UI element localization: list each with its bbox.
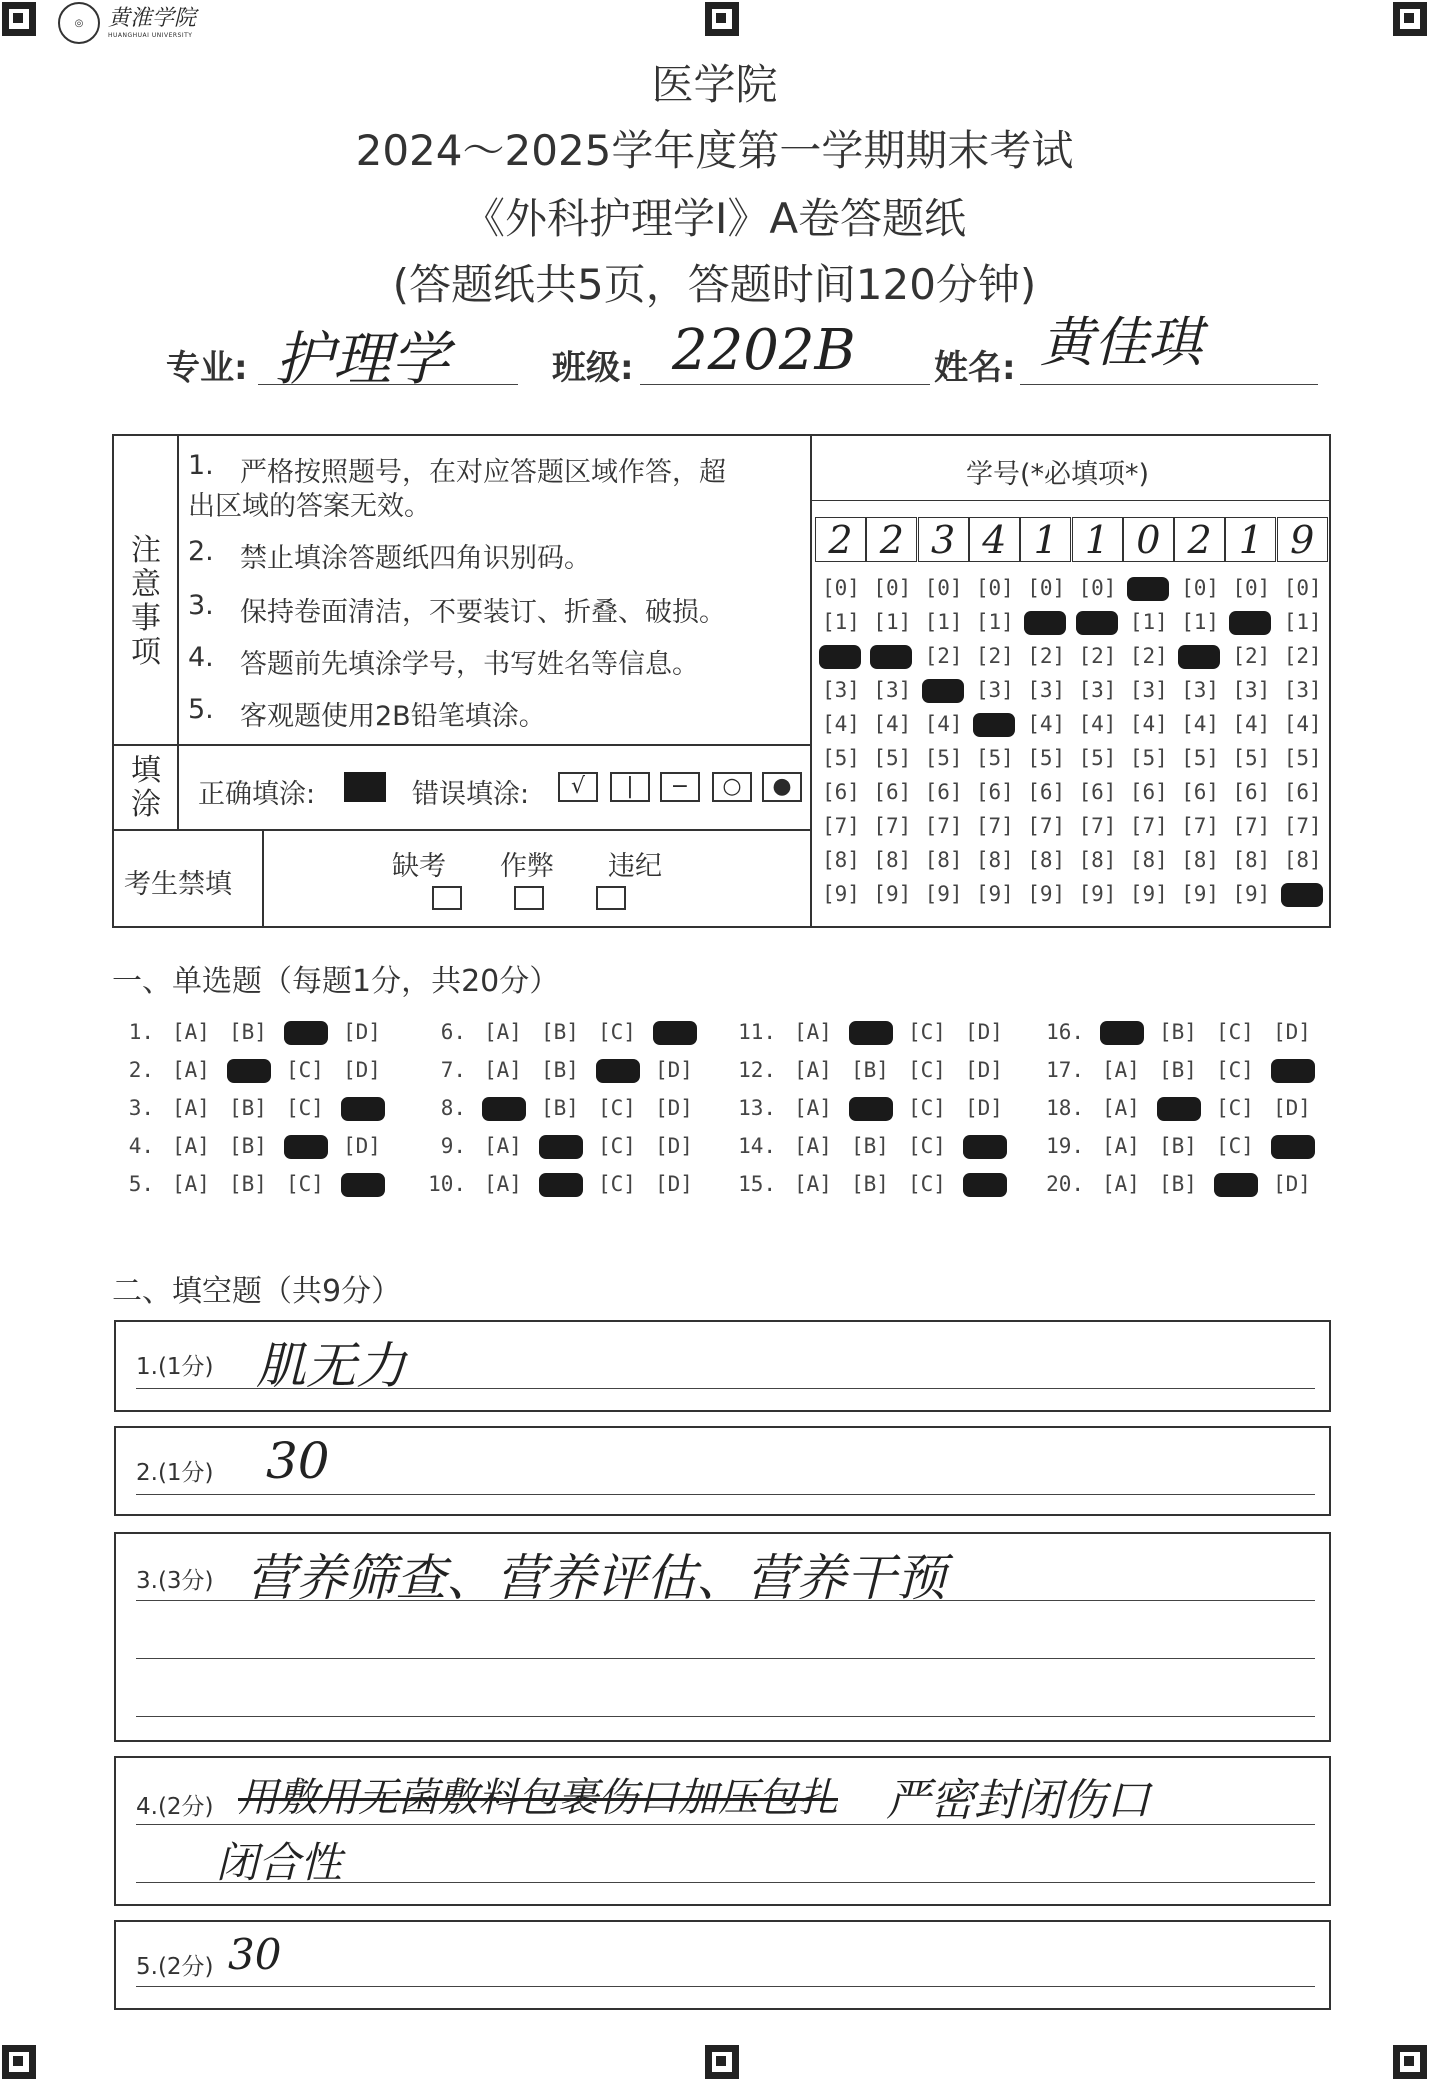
student-id-title: 学号(*必填项*) [966, 459, 1150, 490]
answer-bubble[interactable]: [A] [484, 1020, 522, 1044]
question-number: 19. [1046, 1134, 1084, 1158]
answer-bubble-filled [963, 1173, 1007, 1197]
student-id-bubble[interactable]: [3] [1283, 678, 1322, 702]
student-id-bubble[interactable]: [1] [1283, 610, 1322, 634]
student-id-bubble[interactable]: [0] [1078, 576, 1117, 600]
student-id-bubble[interactable]: [6] [975, 780, 1014, 804]
violation-checkbox [596, 886, 626, 910]
cheat-label: 作弊 [500, 851, 554, 882]
answer-bubble[interactable]: [C] [598, 1134, 636, 1158]
student-id-digit-cell: 1 [1225, 517, 1276, 562]
blank-5-line [136, 1986, 1315, 1987]
question-number: 12. [738, 1058, 776, 1082]
student-id-bubble[interactable]: [8] [975, 848, 1014, 872]
answer-bubble[interactable]: [D] [655, 1058, 693, 1082]
student-id-bubble[interactable]: [5] [1283, 746, 1322, 770]
answer-bubble[interactable]: [D] [1273, 1172, 1311, 1196]
student-id-bubble[interactable]: [6] [1129, 780, 1168, 804]
blank-4-label: 4.(2分) [136, 1794, 214, 1820]
notice-title: 注 意 事 项 [131, 533, 161, 670]
student-id-bubble[interactable]: [7] [873, 814, 912, 838]
student-id-bubble[interactable]: [8] [1283, 848, 1322, 872]
question-number: 10. [428, 1172, 466, 1196]
student-id-bubble[interactable]: [2] [1283, 644, 1322, 668]
student-id-bubble[interactable]: [0] [975, 576, 1014, 600]
student-id-bubble[interactable]: [6] [822, 780, 860, 804]
student-id-bubble[interactable]: [4] [873, 712, 912, 736]
corner-marker-top-center [705, 2, 739, 36]
student-id-bubble[interactable]: [9] [1078, 882, 1117, 906]
student-id-bubble[interactable]: [0] [1232, 576, 1271, 600]
student-id-bubble[interactable]: [2] [924, 644, 963, 668]
student-id-bubble[interactable]: [4] [1078, 712, 1117, 736]
student-id-bubble-filled [1024, 611, 1066, 635]
class-label: 班级: [552, 348, 634, 388]
answer-bubble[interactable]: [C] [1216, 1134, 1254, 1158]
student-id-bubble[interactable]: [2] [1078, 644, 1117, 668]
answer-bubble[interactable]: [A] [794, 1134, 832, 1158]
notice-item-3-text: 保持卷面清洁，不要装订、折叠、破损。 [240, 597, 726, 628]
student-id-digit-cell: 3 [918, 517, 969, 562]
blank-3-line-1 [136, 1600, 1315, 1601]
fill-bottom-line [112, 829, 810, 831]
answer-bubble[interactable]: [B] [851, 1172, 889, 1196]
question-number: 11. [738, 1020, 776, 1044]
student-id-bubble[interactable]: [1] [1181, 610, 1220, 634]
answer-bubble[interactable]: [B] [229, 1134, 267, 1158]
major-underline [258, 384, 518, 385]
wrong-fill-circle: ○ [712, 772, 752, 802]
student-id-bubble[interactable]: [5] [1027, 746, 1066, 770]
answer-bubble-filled [1157, 1097, 1201, 1121]
exam-note: (答题纸共5页，答题时间120分钟) [392, 260, 1037, 309]
student-id-bubble[interactable]: [8] [1181, 848, 1220, 872]
answer-bubble[interactable]: [B] [1159, 1134, 1197, 1158]
blank-2-line [136, 1494, 1315, 1495]
student-id-bubble-filled [922, 679, 964, 703]
blank-4-line-2 [136, 1882, 1315, 1883]
student-id-bubble[interactable]: [3] [873, 678, 912, 702]
university-seal-icon: ◎ [58, 2, 100, 44]
notice-bottom-line [112, 744, 810, 746]
student-id-bubble[interactable]: [3] [1232, 678, 1271, 702]
student-id-bubble-filled [1127, 577, 1169, 601]
notice-item-4-num: 4. [188, 642, 214, 673]
answer-bubble[interactable]: [B] [1159, 1172, 1197, 1196]
question-number: 15. [738, 1172, 776, 1196]
student-id-bubble[interactable]: [7] [1078, 814, 1117, 838]
corner-marker-top-right [1393, 2, 1427, 36]
name-value: 黄佳琪 [1040, 311, 1202, 374]
student-id-bubble[interactable]: [3] [1129, 678, 1168, 702]
student-id-digit-cell: 1 [1020, 517, 1071, 562]
answer-bubble[interactable]: [D] [965, 1096, 1003, 1120]
student-id-bubble[interactable]: [7] [1129, 814, 1168, 838]
question-number: 20. [1046, 1172, 1084, 1196]
answer-bubble[interactable]: [B] [229, 1096, 267, 1120]
answer-bubble-filled [1214, 1173, 1258, 1197]
answer-bubble[interactable]: [C] [1216, 1058, 1254, 1082]
student-id-bubble[interactable]: [9] [873, 882, 912, 906]
answer-bubble-filled [227, 1059, 271, 1083]
wrong-fill-dash: − [660, 772, 700, 802]
blank-1-answer: 肌无力 [256, 1337, 406, 1395]
answer-bubble[interactable]: [C] [1216, 1096, 1254, 1120]
student-id-bubble[interactable]: [3] [1027, 678, 1066, 702]
answer-bubble[interactable]: [A] [484, 1134, 522, 1158]
blank-4-line-1 [136, 1824, 1315, 1825]
question-number: 14. [738, 1134, 776, 1158]
student-id-bubble[interactable]: [4] [1027, 712, 1066, 736]
student-id-bubble[interactable]: [9] [924, 882, 963, 906]
student-id-digit-cell: 2 [1174, 517, 1225, 562]
notice-item-5-text: 客观题使用2B铅笔填涂。 [240, 701, 546, 732]
answer-bubble[interactable]: [B] [1159, 1058, 1197, 1082]
answer-bubble[interactable]: [B] [541, 1058, 579, 1082]
answer-bubble[interactable]: [D] [343, 1134, 381, 1158]
university-logo [58, 2, 196, 44]
student-id-bubble[interactable]: [5] [924, 746, 963, 770]
answer-bubble-filled [596, 1059, 640, 1083]
answer-bubble[interactable]: [A] [484, 1172, 522, 1196]
student-id-bubble-filled [870, 645, 912, 669]
student-id-bubble[interactable]: [8] [1232, 848, 1271, 872]
student-id-title-line [812, 500, 1329, 501]
corner-marker-bottom-left [2, 2045, 36, 2079]
answer-bubble-filled [653, 1021, 697, 1045]
forbidden-title: 考生禁填 [124, 869, 232, 900]
student-id-digit-cell: 4 [969, 517, 1020, 562]
notice-item-4-text: 答题前先填涂学号，书写姓名等信息。 [240, 649, 699, 680]
answer-bubble-filled [1271, 1135, 1315, 1159]
student-id-bubble-filled [1178, 645, 1220, 669]
student-id-bubble[interactable]: [6] [1078, 780, 1117, 804]
blank-3-line-2 [136, 1658, 1315, 1659]
answer-bubble[interactable]: [A] [172, 1096, 210, 1120]
blank-3-label: 3.(3分) [136, 1568, 214, 1594]
answer-bubble-filled [849, 1097, 893, 1121]
student-id-bubble[interactable]: [8] [1078, 848, 1117, 872]
answer-bubble[interactable]: [C] [286, 1058, 324, 1082]
logo-text: 黄淮学院 [108, 5, 197, 31]
student-id-bubble[interactable]: [5] [873, 746, 912, 770]
blank-3-line-3 [136, 1716, 1315, 1717]
violation-label: 违纪 [608, 851, 662, 882]
student-id-bubble[interactable]: [4] [1181, 712, 1220, 736]
blank-2-label: 2.(1分) [136, 1460, 214, 1486]
student-id-bubble-filled [973, 713, 1015, 737]
question-number: 9. [440, 1134, 466, 1158]
student-id-bubble[interactable]: [7] [1283, 814, 1322, 838]
wrong-fill-label: 错误填涂: [412, 779, 530, 810]
course-title: 《外科护理学Ⅰ》A卷答题纸 [462, 194, 967, 243]
wrong-fill-dot: ● [762, 772, 802, 802]
answer-bubble[interactable]: [C] [598, 1172, 636, 1196]
student-id-bubble[interactable]: [9] [975, 882, 1014, 906]
student-id-bubble[interactable]: [7] [924, 814, 963, 838]
student-id-bubble[interactable]: [9] [1129, 882, 1168, 906]
answer-bubble[interactable]: [B] [1159, 1020, 1197, 1044]
answer-bubble[interactable]: [A] [794, 1172, 832, 1196]
answer-bubble[interactable]: [A] [1102, 1134, 1140, 1158]
student-id-bubble[interactable]: [2] [1232, 644, 1271, 668]
student-id-digit-cell: 1 [1072, 517, 1123, 562]
answer-bubble[interactable]: [C] [1216, 1020, 1254, 1044]
correct-fill-example [344, 772, 386, 802]
notice-item-1-line2: 出区域的答案无效。 [188, 491, 431, 522]
student-id-bubble[interactable]: [0] [873, 576, 912, 600]
fill-title: 填 涂 [131, 753, 161, 822]
blank-1-line [136, 1388, 1315, 1389]
info-panel-divider [810, 434, 812, 928]
blank-answer-4 [114, 1756, 1331, 1906]
name-label: 姓名: [934, 348, 1016, 388]
student-id-bubble[interactable]: [5] [975, 746, 1014, 770]
class-underline [640, 384, 930, 385]
student-id-bubble[interactable]: [6] [1283, 780, 1322, 804]
answer-bubble[interactable]: [C] [908, 1096, 946, 1120]
answer-bubble[interactable]: [C] [598, 1096, 636, 1120]
student-id-bubble[interactable]: [0] [822, 576, 860, 600]
blank-2-answer: 30 [266, 1432, 330, 1490]
question-number: 17. [1046, 1058, 1084, 1082]
answer-bubble[interactable]: [C] [598, 1020, 636, 1044]
major-label: 专业: [166, 348, 248, 388]
student-id-bubble[interactable]: [9] [1232, 882, 1271, 906]
answer-bubble[interactable]: [A] [172, 1020, 210, 1044]
student-id-bubble[interactable]: [5] [1078, 746, 1117, 770]
corner-marker-top-left [2, 2, 36, 36]
student-id-bubble[interactable]: [5] [822, 746, 860, 770]
section1-title: 一、单选题（每题1分，共20分） [112, 964, 560, 999]
correct-fill-label: 正确填涂: [198, 779, 316, 810]
student-id-bubble[interactable]: [2] [1129, 644, 1168, 668]
blank-5-label: 5.(2分) [136, 1954, 214, 1980]
answer-bubble[interactable]: [C] [908, 1134, 946, 1158]
student-id-bubble[interactable]: [7] [1181, 814, 1220, 838]
student-id-bubble[interactable]: [7] [975, 814, 1014, 838]
student-id-bubble[interactable]: [1] [924, 610, 963, 634]
student-id-bubble[interactable]: [2] [1027, 644, 1066, 668]
answer-bubble[interactable]: [D] [965, 1058, 1003, 1082]
answer-bubble-filled [1100, 1021, 1144, 1045]
answer-bubble[interactable]: [A] [1102, 1058, 1140, 1082]
answer-bubble-filled [341, 1097, 385, 1121]
wrong-fill-check: √ [558, 772, 598, 802]
answer-bubble[interactable]: [B] [851, 1058, 889, 1082]
student-id-bubble[interactable]: [4] [1129, 712, 1168, 736]
student-id-bubble[interactable]: [2] [975, 644, 1014, 668]
student-id-bubble[interactable]: [4] [1232, 712, 1271, 736]
absent-checkbox [432, 886, 462, 910]
student-id-bubble[interactable]: [4] [924, 712, 963, 736]
notice-divider [177, 434, 179, 829]
question-number: 18. [1046, 1096, 1084, 1120]
blank-answer-2 [114, 1426, 1331, 1516]
major-value: 护理学 [275, 325, 450, 393]
student-id-bubble[interactable]: [7] [1232, 814, 1271, 838]
answer-bubble[interactable]: [B] [229, 1172, 267, 1196]
corner-marker-bottom-right [1393, 2045, 1427, 2079]
answer-bubble[interactable]: [C] [286, 1172, 324, 1196]
answer-bubble[interactable]: [A] [1102, 1096, 1140, 1120]
student-id-bubble[interactable]: [3] [822, 678, 860, 702]
student-id-bubble[interactable]: [9] [1027, 882, 1066, 906]
student-id-bubble[interactable]: [3] [1078, 678, 1117, 702]
answer-bubble[interactable]: [A] [172, 1058, 210, 1082]
answer-bubble[interactable]: [D] [655, 1172, 693, 1196]
college-title: 医学院 [651, 60, 778, 109]
answer-bubble-filled [284, 1021, 328, 1045]
student-id-bubble[interactable]: [1] [1129, 610, 1168, 634]
answer-bubble[interactable]: [A] [172, 1172, 210, 1196]
question-number: 4. [128, 1134, 154, 1158]
student-id-bubble[interactable]: [6] [924, 780, 963, 804]
student-id-bubble[interactable]: [6] [1027, 780, 1066, 804]
answer-bubble-filled [849, 1021, 893, 1045]
student-id-bubble[interactable]: [8] [924, 848, 963, 872]
notice-item-5-num: 5. [188, 694, 214, 725]
answer-bubble[interactable]: [B] [851, 1134, 889, 1158]
student-id-bubble[interactable]: [8] [822, 848, 860, 872]
blank-5-answer: 30 [228, 1930, 282, 1979]
student-id-bubble[interactable]: [1] [873, 610, 912, 634]
student-id-bubble[interactable]: [8] [873, 848, 912, 872]
notice-item-1-num: 1. [188, 450, 214, 481]
student-id-bubble[interactable]: [1] [822, 610, 860, 634]
answer-bubble[interactable]: [A] [794, 1096, 832, 1120]
blank-4-answer-line2: 闭合性 [216, 1838, 343, 1887]
notice-item-2-text: 禁止填涂答题纸四角识别码。 [240, 543, 591, 574]
question-number: 1. [128, 1020, 154, 1044]
answer-bubble-filled [539, 1173, 583, 1197]
answer-bubble[interactable]: [D] [1273, 1020, 1311, 1044]
blank-4-answer: 严密封闭伤口 [886, 1775, 1150, 1826]
student-id-bubble[interactable]: [0] [1181, 576, 1220, 600]
question-number: 13. [738, 1096, 776, 1120]
student-id-digit-cell: 2 [815, 517, 866, 562]
student-id-bubble[interactable]: [0] [1027, 576, 1066, 600]
student-id-bubble[interactable]: [7] [822, 814, 860, 838]
student-id-bubble[interactable]: [1] [975, 610, 1014, 634]
student-id-bubble-filled [1229, 611, 1271, 635]
answer-bubble[interactable]: [A] [1102, 1172, 1140, 1196]
student-id-bubble[interactable]: [6] [873, 780, 912, 804]
question-number: 6. [440, 1020, 466, 1044]
term-title: 2024～2025学年度第一学期期末考试 [355, 126, 1074, 175]
notice-item-1-line1: 严格按照题号，在对应答题区域作答，超 [240, 457, 726, 488]
notice-item-3-num: 3. [188, 590, 214, 621]
forbidden-divider [262, 829, 264, 928]
answer-bubble-filled [284, 1135, 328, 1159]
question-number: 7. [440, 1058, 466, 1082]
answer-bubble[interactable]: [A] [794, 1058, 832, 1082]
class-value: 2202B [672, 318, 856, 383]
blank-answer-5 [114, 1920, 1331, 2010]
student-id-bubble[interactable]: [0] [924, 576, 963, 600]
answer-bubble[interactable]: [B] [229, 1020, 267, 1044]
student-id-bubble[interactable]: [4] [1283, 712, 1322, 736]
question-number: 5. [128, 1172, 154, 1196]
question-number: 8. [440, 1096, 466, 1120]
name-underline [1020, 384, 1318, 385]
wrong-fill-bar: | [610, 772, 650, 802]
answer-bubble[interactable]: [A] [172, 1134, 210, 1158]
question-number: 16. [1046, 1020, 1084, 1044]
answer-bubble[interactable]: [D] [1273, 1096, 1311, 1120]
answer-bubble[interactable]: [C] [908, 1020, 946, 1044]
answer-bubble[interactable]: [A] [794, 1020, 832, 1044]
notice-item-2-num: 2. [188, 536, 214, 567]
student-id-bubble[interactable]: [5] [1232, 746, 1271, 770]
blank-1-label: 1.(1分) [136, 1354, 214, 1380]
answer-bubble[interactable]: [D] [965, 1020, 1003, 1044]
answer-bubble[interactable]: [D] [655, 1134, 693, 1158]
section2-title: 二、填空题（共9分） [112, 1274, 402, 1309]
blank-3-answer: 营养筛查、营养评估、营养干预 [246, 1549, 946, 1607]
student-id-digit-cell: 2 [866, 517, 917, 562]
student-id-bubble[interactable]: [4] [822, 712, 860, 736]
student-id-bubble[interactable]: [5] [1181, 746, 1220, 770]
answer-bubble[interactable]: [D] [343, 1020, 381, 1044]
answer-bubble-filled [341, 1173, 385, 1197]
answer-bubble[interactable]: [A] [484, 1058, 522, 1082]
student-id-bubble[interactable]: [6] [1181, 780, 1220, 804]
answer-bubble-filled [1271, 1059, 1315, 1083]
cheat-checkbox [514, 886, 544, 910]
student-id-bubble[interactable]: [8] [1129, 848, 1168, 872]
student-id-bubble[interactable]: [5] [1129, 746, 1168, 770]
absent-label: 缺考 [392, 851, 446, 882]
logo-subtext: HUANGHUAI UNIVERSITY [108, 31, 193, 39]
corner-marker-bottom-center [705, 2045, 739, 2079]
answer-bubble[interactable]: [C] [908, 1058, 946, 1082]
student-id-bubble[interactable]: [3] [1181, 678, 1220, 702]
question-number: 3. [128, 1096, 154, 1120]
blank-answer-1 [114, 1320, 1331, 1412]
question-number: 2. [128, 1058, 154, 1082]
student-id-digit-cell: 0 [1123, 517, 1174, 562]
student-id-bubble-filled [819, 645, 861, 669]
student-id-bubble[interactable]: [9] [822, 882, 860, 906]
student-id-bubble[interactable]: [8] [1027, 848, 1066, 872]
answer-bubble-filled [963, 1135, 1007, 1159]
answer-bubble[interactable]: [D] [343, 1058, 381, 1082]
answer-bubble[interactable]: [D] [655, 1096, 693, 1120]
answer-bubble-filled [539, 1135, 583, 1159]
student-id-bubble[interactable]: [0] [1283, 576, 1322, 600]
student-id-bubble[interactable]: [9] [1181, 882, 1220, 906]
blank-4-struck-text: 用敷用无菌敷料包裹伤口加压包扎 [238, 1775, 838, 1821]
answer-bubble[interactable]: [C] [286, 1096, 324, 1120]
blank-answer-3 [114, 1532, 1331, 1742]
answer-bubble[interactable]: [B] [541, 1020, 579, 1044]
answer-bubble-filled [482, 1097, 526, 1121]
student-id-bubble[interactable]: [6] [1232, 780, 1271, 804]
student-id-bubble[interactable]: [7] [1027, 814, 1066, 838]
answer-bubble[interactable]: [B] [541, 1096, 579, 1120]
answer-bubble[interactable]: [C] [908, 1172, 946, 1196]
student-id-bubble-filled [1281, 883, 1323, 907]
student-id-bubble-filled [1076, 611, 1118, 635]
student-id-bubble[interactable]: [3] [975, 678, 1014, 702]
student-id-digit-cell: 9 [1277, 517, 1328, 562]
